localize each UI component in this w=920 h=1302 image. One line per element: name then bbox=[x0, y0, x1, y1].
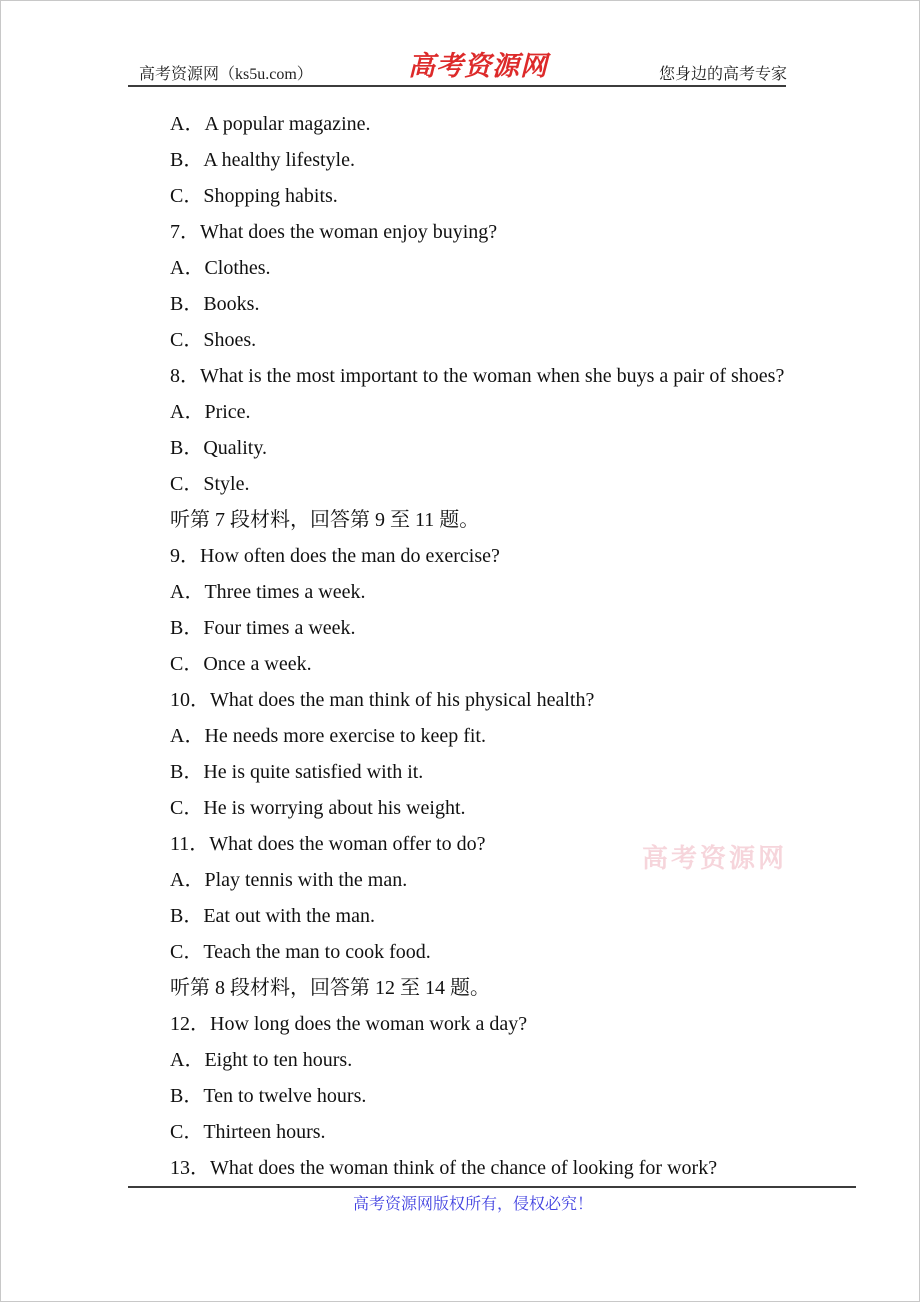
question-10-line: 10．What does the man think of his physical health? bbox=[170, 689, 595, 711]
question-7-line: 7．What does the woman enjoy buying? bbox=[170, 221, 498, 243]
question-12-line: 12．How long does the woman work a day? bbox=[170, 1013, 528, 1035]
option-a-line: A．Three times a week. bbox=[170, 581, 366, 603]
header-site-label: 高考资源网（ks5u.com） bbox=[139, 66, 313, 83]
option-a-line: A．Price. bbox=[170, 401, 251, 423]
option-b-line: B．He is quite satisfied with it. bbox=[170, 761, 424, 783]
option-c-line: C．Shoes. bbox=[170, 329, 257, 351]
option-b-line: B．Eat out with the man. bbox=[170, 905, 375, 927]
question-list bbox=[170, 106, 810, 1186]
option-c-line: C．Once a week. bbox=[170, 653, 312, 675]
option-c-line: C．Thirteen hours. bbox=[170, 1121, 326, 1143]
option-a-line: A．He needs more exercise to keep fit. bbox=[170, 725, 486, 747]
option-c-line: C．He is worrying about his weight. bbox=[170, 797, 466, 819]
question-13-line: 13．What does the woman think of the chance of looking for work? bbox=[170, 1157, 718, 1179]
option-b-line: B．Quality. bbox=[170, 437, 268, 459]
question-11-line: 11．What does the woman offer to do? bbox=[170, 833, 486, 855]
site-logo: 高考资源网 bbox=[408, 51, 548, 81]
option-a-line: A．Play tennis with the man. bbox=[170, 869, 408, 891]
question-9-line: 9．How often does the man do exercise? bbox=[170, 545, 500, 567]
header-tagline: 您身边的高考专家 bbox=[658, 66, 787, 83]
option-a-line: A．Clothes. bbox=[170, 257, 271, 279]
option-c-line: C．Shopping habits. bbox=[170, 185, 338, 207]
option-a-line: A．A popular magazine. bbox=[170, 113, 371, 135]
footer-divider bbox=[128, 1186, 856, 1188]
option-b-line: B．Four times a week. bbox=[170, 617, 356, 639]
question-8-line: 8．What is the most important to the woman when she buys a pair of shoes? bbox=[170, 365, 785, 387]
option-c-line: C．Teach the man to cook food. bbox=[170, 941, 431, 963]
option-b-line: B．A healthy lifestyle. bbox=[170, 149, 355, 171]
header-divider bbox=[128, 85, 786, 87]
option-b-line: B．Ten to twelve hours. bbox=[170, 1085, 367, 1107]
site-watermark: 高考资源网 bbox=[642, 844, 788, 873]
material-8-instruction: 听第 8 段材料，回答第 12 至 14 题。 bbox=[170, 977, 490, 999]
option-c-line: C．Style. bbox=[170, 473, 250, 495]
option-a-line: A．Eight to ten hours. bbox=[170, 1049, 353, 1071]
option-b-line: B．Books. bbox=[170, 293, 260, 315]
copyright-notice: 高考资源网版权所有，侵权必究！ bbox=[352, 1196, 593, 1213]
material-7-instruction: 听第 7 段材料，回答第 9 至 11 题。 bbox=[170, 509, 480, 531]
